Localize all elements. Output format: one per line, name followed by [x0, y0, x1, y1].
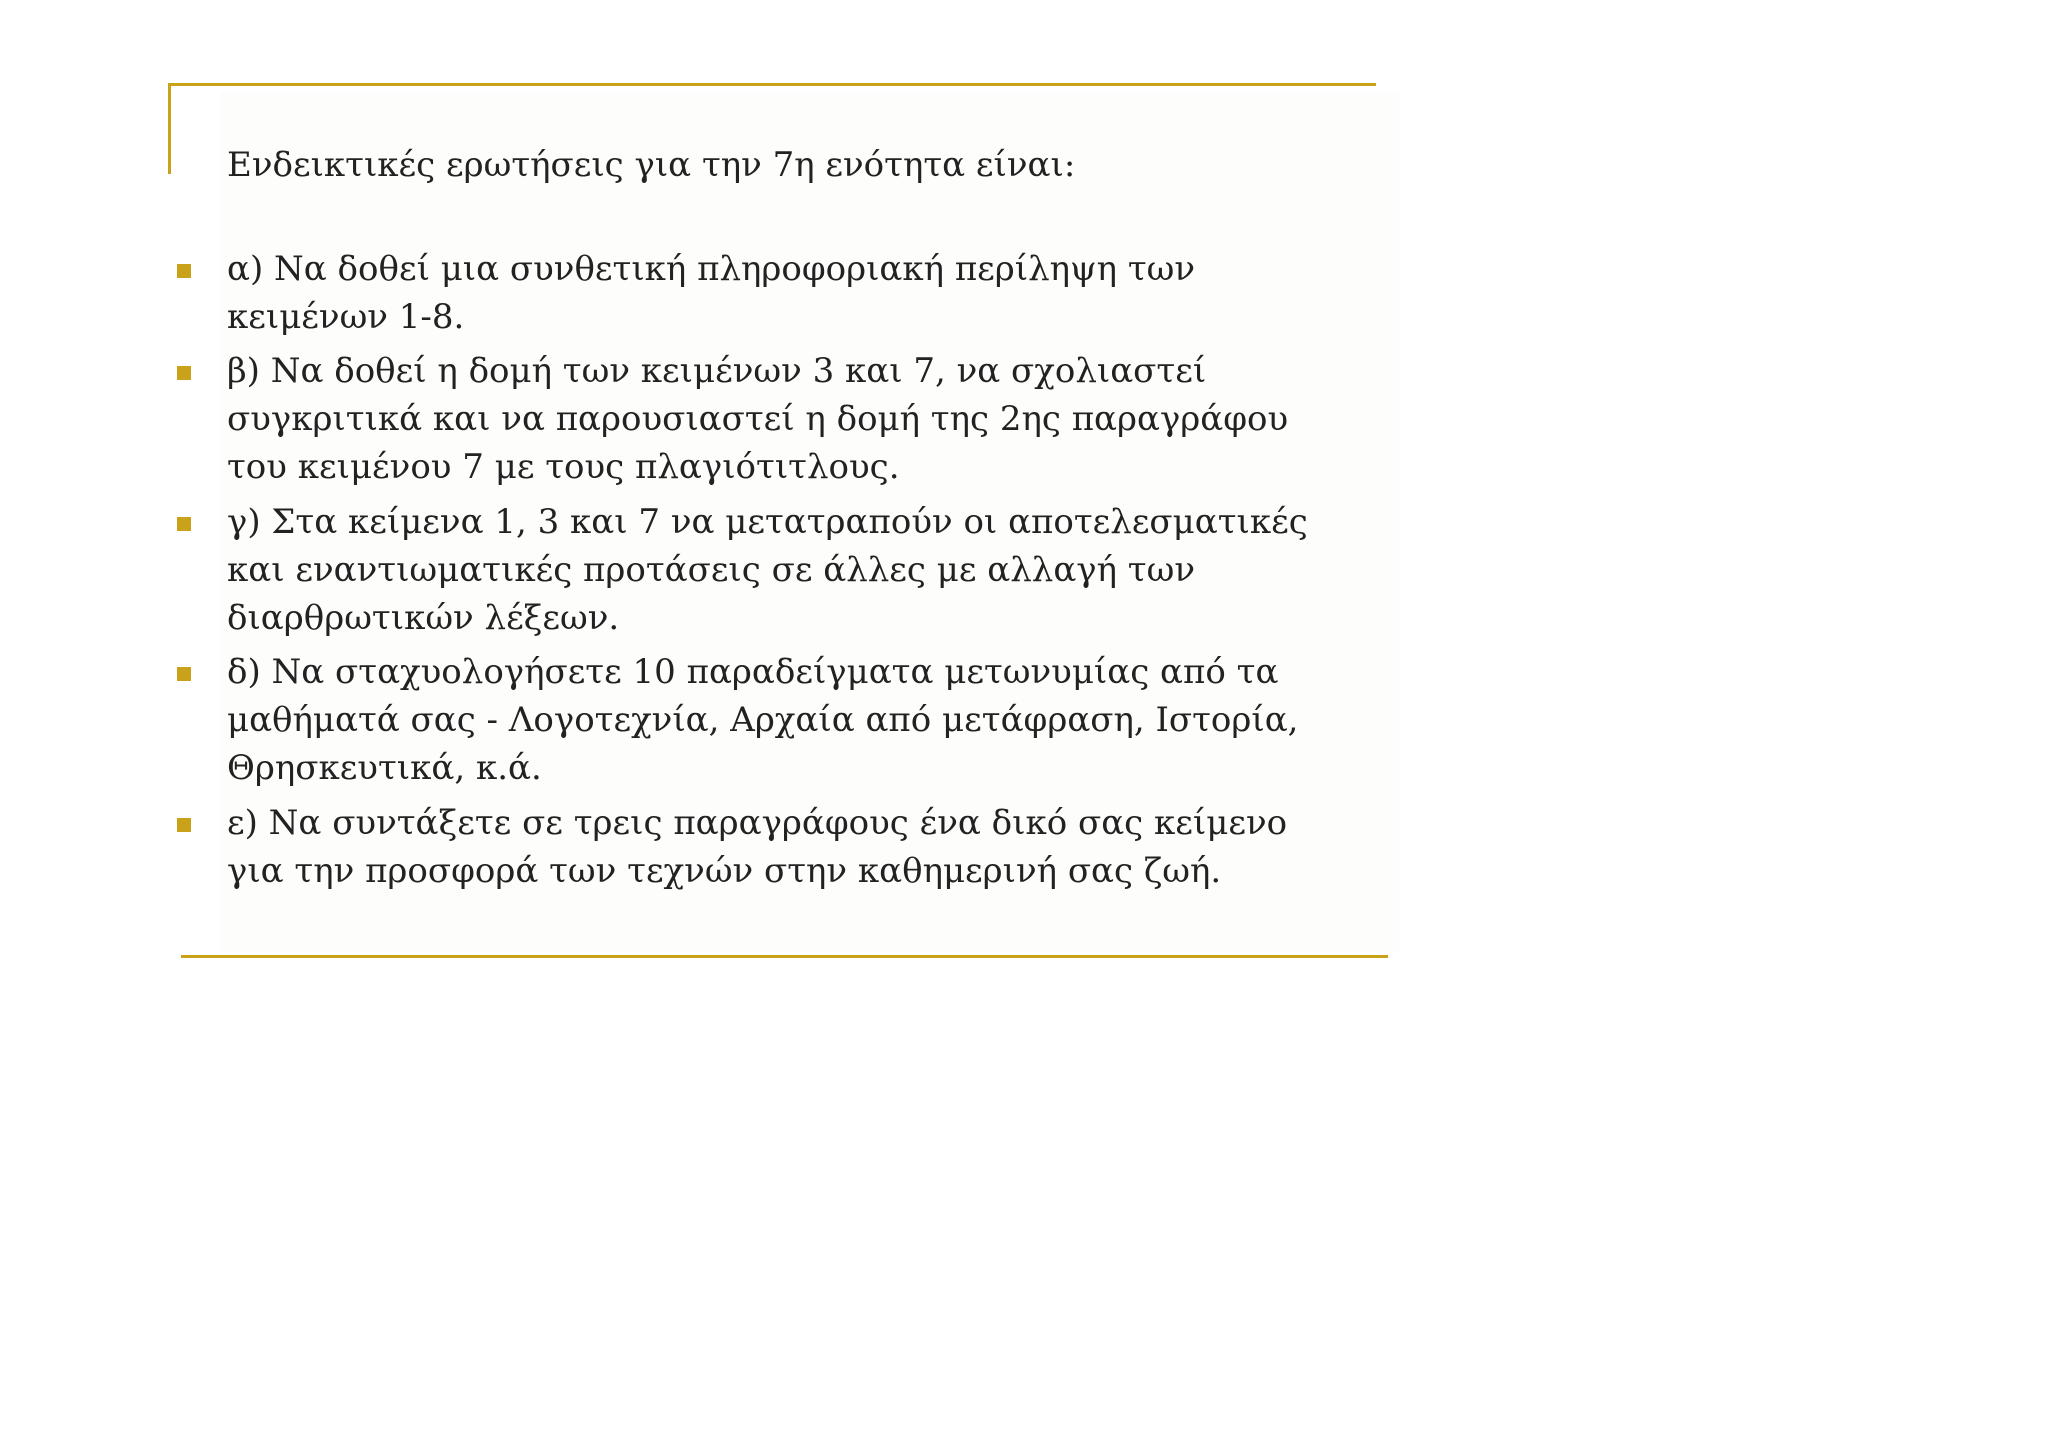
top-divider	[168, 83, 1376, 86]
list-item	[227, 245, 1195, 341]
slide-title: Ενδεικτικές ερωτήσεις για την 7η ενότητα είναι:	[227, 145, 1076, 185]
list-item	[227, 347, 1288, 491]
list-item-line: δ) Να σταχυολογήσετε 10 παραδείγματα μετωνυμίας από τα	[227, 652, 1279, 692]
list-item-line: του κειμένου 7 με τους πλαγιότιτλους.	[227, 447, 900, 487]
list-item-line: συγκριτικά και να παρουσιαστεί η δομή της 2ης παραγράφου	[227, 399, 1289, 439]
square-bullet-icon	[177, 667, 191, 681]
list-item	[227, 799, 1287, 895]
list-item-line: Θρησκευτικά, κ.ά.	[227, 748, 542, 788]
list-item-line: για την προσφορά των τεχνών στην καθημερινή σας ζωή.	[227, 851, 1222, 891]
list-item-line: μαθήματά σας - Λογοτεχνία, Αρχαία από μετάφραση, Ιστορία,	[227, 700, 1299, 740]
list-item-line: β) Να δοθεί η δομή των κειμένων 3 και 7, να σχολιαστεί	[227, 351, 1207, 391]
bottom-divider	[181, 955, 1388, 958]
list-item-line: ε) Να συντάξετε σε τρεις παραγράφους ένα δικό σας κείμενο	[227, 803, 1288, 843]
list-item-line: και εναντιωματικές προτάσεις σε άλλες με αλλαγή των	[227, 550, 1196, 590]
list-item-line: κειμένων 1-8.	[227, 297, 465, 337]
list-item-line: διαρθρωτικών λέξεων.	[227, 598, 620, 638]
square-bullet-icon	[177, 264, 191, 278]
square-bullet-icon	[177, 366, 191, 380]
list-item	[227, 498, 1308, 642]
left-divider	[168, 83, 171, 174]
list-item	[227, 648, 1298, 792]
list-item-line: γ) Στα κείμενα 1, 3 και 7 να μετατραπούν οι αποτελεσματικές	[227, 502, 1308, 542]
square-bullet-icon	[177, 818, 191, 832]
square-bullet-icon	[177, 517, 191, 531]
list-item-line: α) Να δοθεί μια συνθετική πληροφοριακή περίληψη των	[227, 249, 1196, 289]
